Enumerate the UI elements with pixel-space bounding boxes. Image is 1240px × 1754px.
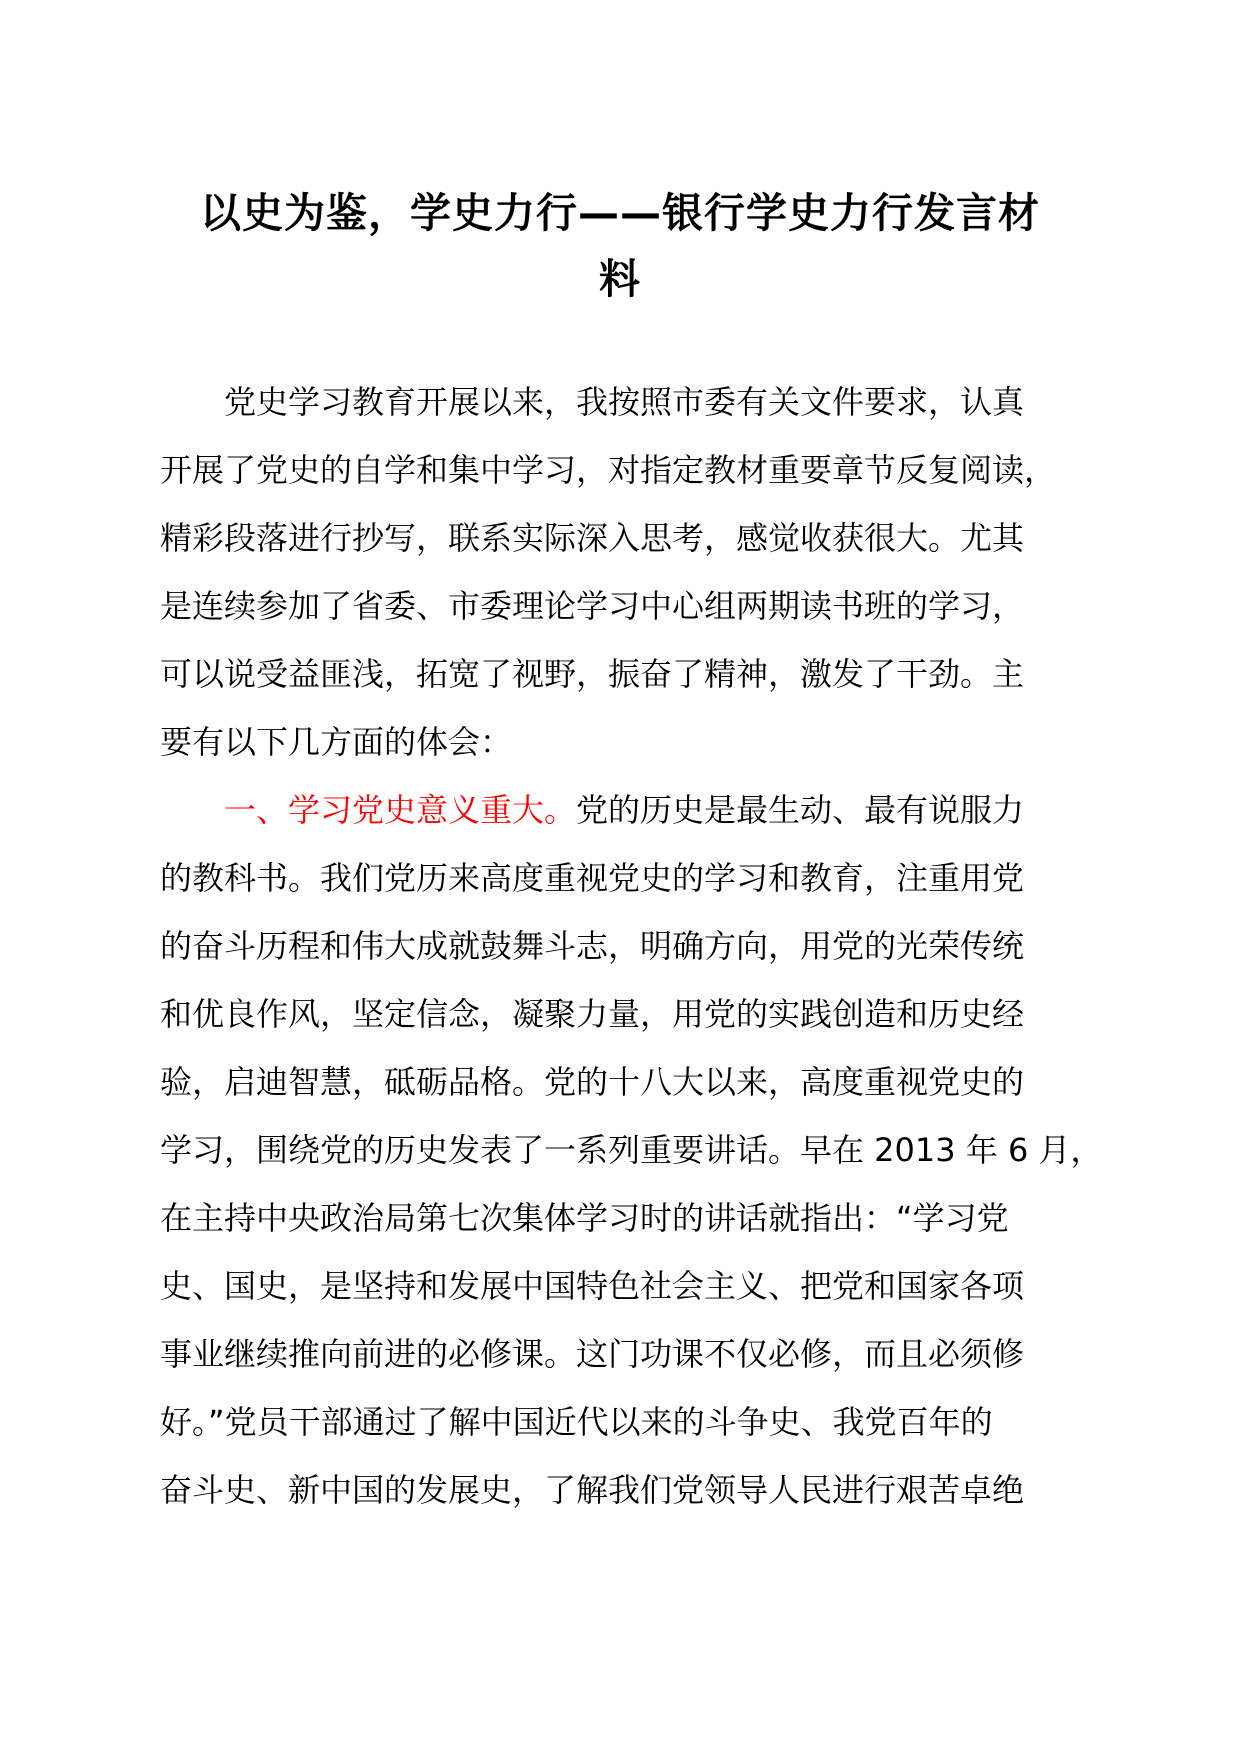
- section-heading-line: [160, 776, 1100, 844]
- paragraph-line: 史、国史，是坚持和发展中国特色社会主义、把党和国家各项: [160, 1267, 1025, 1305]
- paragraph-line: 验，启迪智慧，砥砺品格。党的十八大以来，高度重视党史的: [160, 1063, 1025, 1101]
- paragraph-line: 和优良作风，坚定信念，凝聚力量，用党的实践创造和历史经: [160, 995, 1025, 1033]
- section-heading: 一、学习党史意义重大。: [224, 791, 577, 829]
- title-line: 料: [599, 255, 641, 303]
- document-body: [160, 368, 1103, 1524]
- paragraph-line: 在主持中央政治局第七次集体学习时的讲话就指出：“学习党: [160, 1199, 1009, 1237]
- paragraph-line: 党史学习教育开展以来，我按照市委有关文件要求，认真: [224, 383, 1025, 421]
- paragraph-line: 奋斗史、新中国的发展史，了解我们党领导人民进行艰苦卓绝: [160, 1471, 1025, 1509]
- paragraph-line: 的教科书。我们党历来高度重视党史的学习和教育，注重用党: [160, 859, 1025, 897]
- paragraph-line: 好。”党员干部通过了解中国近代以来的斗争史、我党百年的: [160, 1403, 993, 1441]
- paragraph-line: 开展了党史的自学和集中学习，对指定教材重要章节反复阅读，: [160, 451, 1057, 489]
- paragraph-line: 事业继续推向前进的必修课。这门功课不仅必修，而且必须修: [160, 1335, 1025, 1373]
- paragraph-line: 是连续参加了省委、市委理论学习中心组两期读书班的学习，: [160, 587, 1025, 625]
- document-title: [140, 180, 1100, 312]
- paragraph-line: 可以说受益匪浅，拓宽了视野，振奋了精神，激发了干劲。主: [160, 655, 1025, 693]
- title-line: 以史为鉴，学史力行——银行学史力行发言材: [200, 189, 1040, 237]
- paragraph-line: 的奋斗历程和伟大成就鼓舞斗志，明确方向，用党的光荣传统: [160, 927, 1025, 965]
- paragraph-line: 精彩段落进行抄写，联系实际深入思考，感觉收获很大。尤其: [160, 519, 1025, 557]
- paragraph-line: 学习，围绕党的历史发表了一系列重要讲话。早在 2013 年 6 月，: [160, 1131, 1103, 1169]
- paragraph-line: 要有以下几方面的体会：: [160, 723, 513, 761]
- paragraph-text: 党的历史是最生动、最有说服力: [576, 791, 1025, 829]
